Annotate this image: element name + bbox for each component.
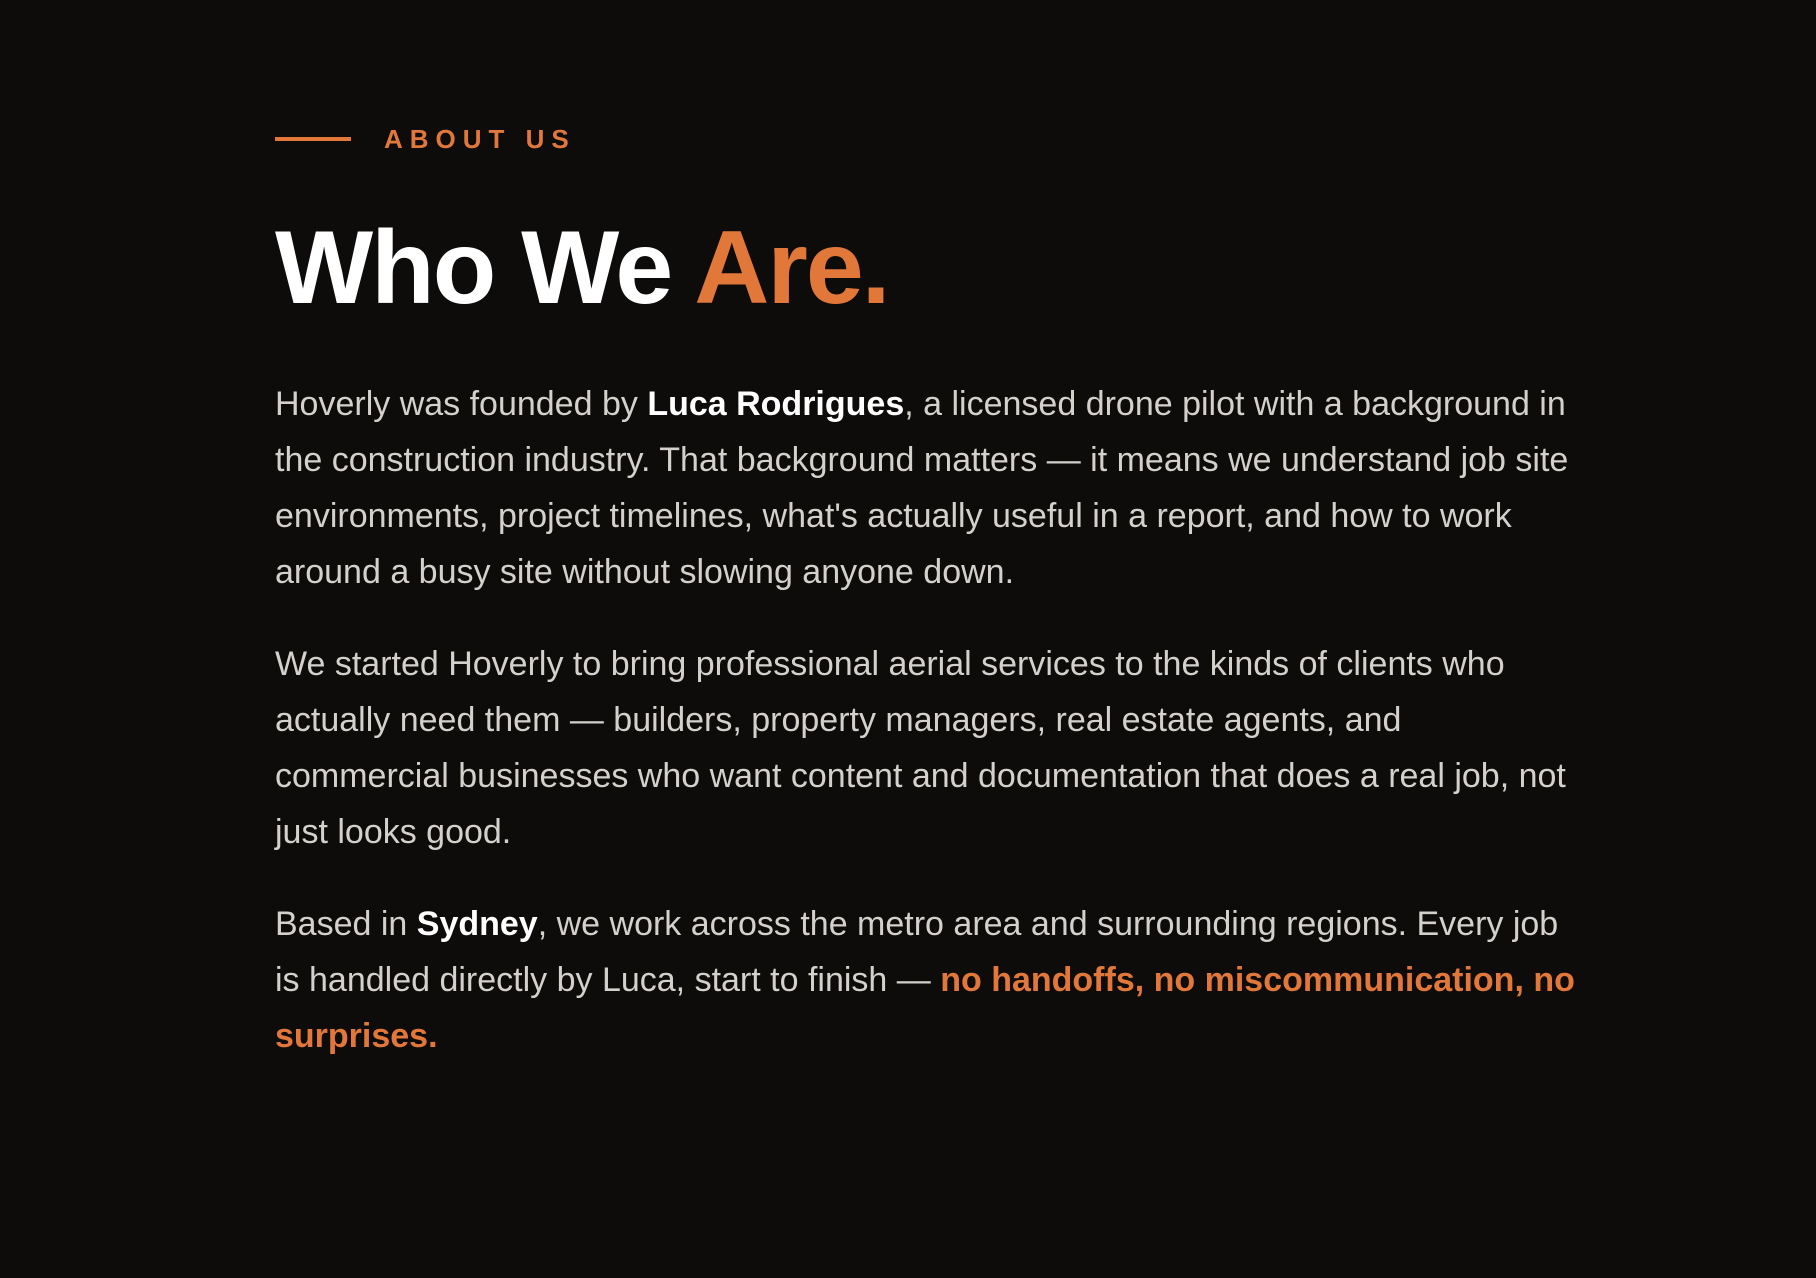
- page-title: [275, 208, 1575, 328]
- founder-name: Luca Rodrigues: [647, 385, 905, 423]
- location-name: Sydney: [416, 905, 538, 943]
- about-paragraph-location: [275, 896, 1575, 1064]
- eyebrow-divider-line: [275, 137, 351, 141]
- headline-accent: Are.: [694, 210, 889, 326]
- about-paragraph-founder: [275, 376, 1575, 600]
- eyebrow: [275, 100, 1575, 178]
- p1-text-end: , a licensed drone pilot with a background in the construction industry. That background matters — it means we understand job site environments, project timelines, what's actually useful in a report, and how to work around a busy site without slowing anyone down.: [275, 385, 1569, 591]
- p2-text: We started Hoverly to bring professional aerial services to the kinds of clients who actually need them — builders, property managers, real estate agents, and commercial businesses who want content and documentation that does a real job, not just looks good.: [275, 645, 1566, 851]
- headline-main: Who We: [275, 210, 695, 326]
- p3-text-start: Based in: [275, 905, 417, 943]
- about-paragraph-mission: [275, 636, 1575, 860]
- p3-accent-promise: no handoffs, no miscommunication, no surprises.: [275, 961, 1575, 1055]
- p1-text-start: Hoverly was founded by: [275, 385, 648, 423]
- p3-text-middle: , we work across the metro area and surrounding regions. Every job is handled directly by Luca, start to finish —: [275, 905, 1559, 999]
- about-section: [275, 100, 1575, 1064]
- eyebrow-label: ABOUT US: [384, 123, 576, 154]
